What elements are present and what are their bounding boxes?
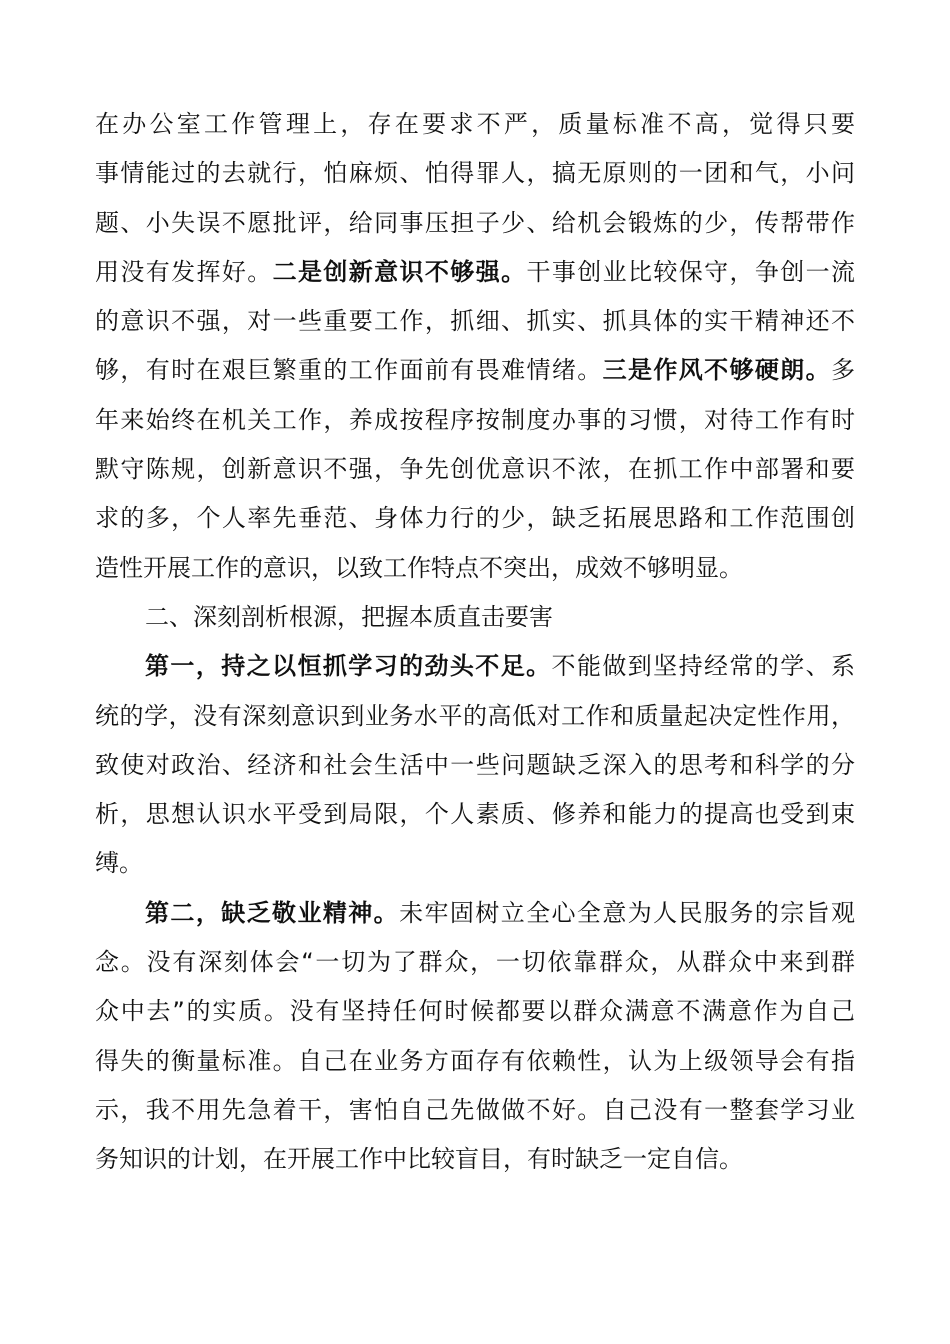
bold-text: 三是作风不够硬朗。 — [602, 356, 832, 385]
text-segment: 缚。 — [95, 849, 143, 878]
text-segment: 未牢固树立全心全意为人民服务的宗旨观 — [399, 898, 856, 927]
text-line — [95, 1135, 855, 1184]
text-segment: 造性开展工作的意识，以致工作特点不突出，成效不够明显。 — [95, 553, 743, 582]
text-line — [95, 889, 855, 938]
document-page — [95, 100, 855, 1185]
bold-text: 二是创新意识不够强。 — [272, 257, 527, 286]
text-segment: 默守陈规，创新意识不强，争先创优意识不浓，在抓工作中部署和要 — [95, 455, 855, 484]
text-line — [95, 248, 855, 297]
text-segment: 题、小失误不愿批评，给同事压担子少、给机会锻炼的少，传帮带作 — [95, 208, 855, 237]
text-line — [95, 790, 855, 839]
text-line — [95, 938, 855, 987]
bold-text: 第一，持之以恒抓学习的劲头不足。 — [145, 652, 552, 681]
text-line — [95, 741, 855, 790]
text-segment: 求的多，个人率先垂范、身体力行的少，缺乏拓展思路和工作范围创 — [95, 504, 855, 533]
text-segment: 析，思想认识水平受到局限，个人素质、修养和能力的提高也受到束 — [95, 800, 855, 829]
text-segment: 多 — [831, 356, 856, 385]
text-line — [95, 593, 855, 642]
text-segment: 致使对政治、经济和社会生活中一些问题缺乏深入的思考和科学的分 — [95, 750, 855, 779]
text-segment: 在办公室工作管理上，存在要求不严，质量标准不高，觉得只要 — [95, 110, 855, 138]
text-segment: 的意识不强，对一些重要工作，抓细、抓实、抓具体的实干精神还不 — [95, 307, 855, 336]
text-segment: 干事创业比较保守，争创一流 — [526, 257, 856, 286]
text-line — [95, 544, 855, 593]
text-segment: 年来始终在机关工作，养成按程序按制度办事的习惯，对待工作有时 — [95, 405, 855, 434]
text-segment: 示，我不用先急着干，害怕自己先做做不好。自己没有一整套学习业 — [95, 1095, 855, 1124]
text-segment: 够，有时在艰巨繁重的工作面前有畏难情绪。 — [95, 356, 603, 385]
text-line — [95, 199, 855, 248]
text-line — [95, 396, 855, 445]
text-segment: 众中去”的实质。没有坚持任何时候都要以群众满意不满意作为自己 — [95, 997, 855, 1026]
paragraph — [95, 889, 855, 1185]
text-line — [95, 494, 855, 543]
text-line — [95, 149, 855, 198]
text-segment: 用没有发挥好。 — [95, 257, 273, 286]
text-line — [95, 987, 855, 1036]
paragraph — [95, 642, 855, 888]
text-line — [95, 297, 855, 346]
text-line — [95, 1086, 855, 1135]
text-segment: 念。没有深刻体会“一切为了群众，一切依靠群众，从群众中来到群 — [95, 948, 855, 977]
text-line — [95, 100, 855, 149]
text-segment: 二、深刻剖析根源，把握本质直击要害 — [145, 602, 553, 631]
text-segment: 得失的衡量标准。自己在业务方面存有依赖性，认为上级领导会有指 — [95, 1046, 855, 1075]
text-segment: 统的学，没有深刻意识到业务水平的高低对工作和质量起决定性作用， — [95, 701, 855, 730]
text-line — [95, 1037, 855, 1086]
paragraph — [95, 100, 855, 593]
text-line — [95, 346, 855, 395]
text-line — [95, 445, 855, 494]
bold-text: 第二，缺乏敬业精神。 — [145, 898, 400, 927]
text-line — [95, 839, 855, 888]
text-segment: 事情能过的去就行，怕麻烦、怕得罪人，搞无原则的一团和气，小问 — [95, 159, 855, 188]
section-heading — [95, 593, 855, 642]
text-segment: 不能做到坚持经常的学、系 — [551, 652, 856, 681]
text-line — [95, 642, 855, 691]
text-segment: 务知识的计划，在开展工作中比较盲目，有时缺乏一定自信。 — [95, 1145, 743, 1174]
text-line — [95, 692, 855, 741]
